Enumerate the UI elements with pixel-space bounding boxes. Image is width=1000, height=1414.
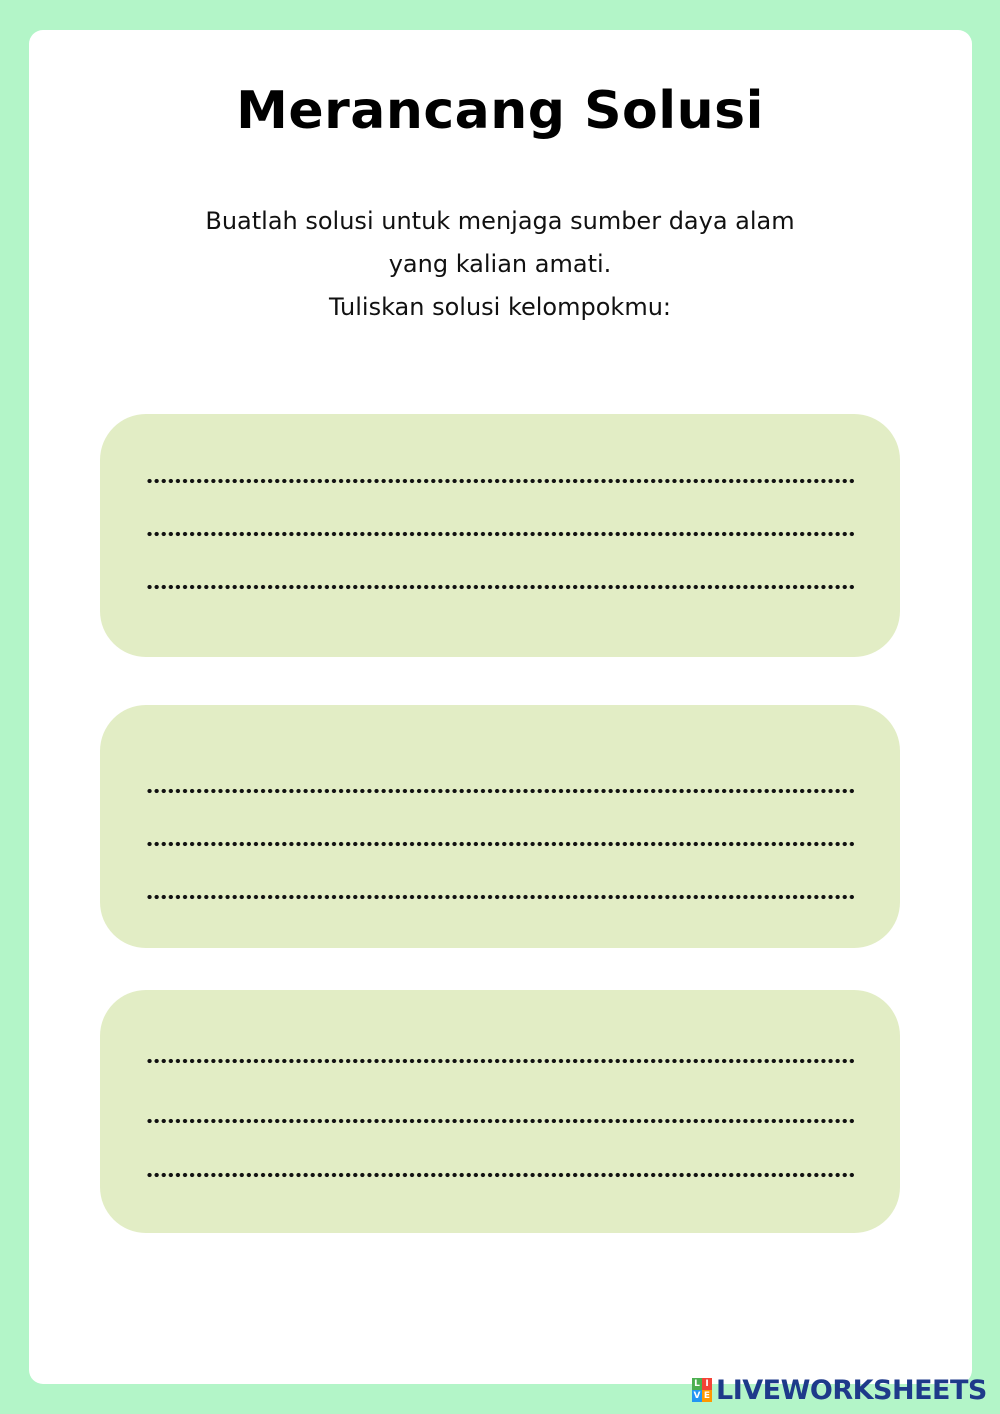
liveworksheets-icon [692,1378,712,1402]
logo-icon-letter: E [703,1391,711,1401]
dotted-answer-line [146,478,856,484]
instructions [0,200,1000,329]
logo-text: LIVEWORKSHEETS [716,1374,987,1406]
dotted-answer-line [146,531,856,537]
dotted-answer-line [146,841,856,847]
instruction-line: Buatlah solusi untuk menjaga sumber daya alam [205,207,795,235]
dotted-answer-line [146,788,856,794]
liveworksheets-logo[interactable] [692,1375,987,1405]
dotted-answer-line [146,1118,856,1124]
logo-icon-letter: I [702,1378,712,1390]
dotted-answer-line [146,1172,856,1178]
instruction-line: yang kalian amati. [388,250,612,278]
dotted-answer-line [146,894,856,900]
logo-icon-letter: V [693,1391,701,1401]
page-title: Merancang Solusi [236,81,764,141]
dotted-answer-line [146,584,856,590]
instruction-line: Tuliskan solusi kelompokmu: [329,293,671,321]
logo-icon-letter: L [692,1378,702,1390]
dotted-answer-line [146,1058,856,1064]
